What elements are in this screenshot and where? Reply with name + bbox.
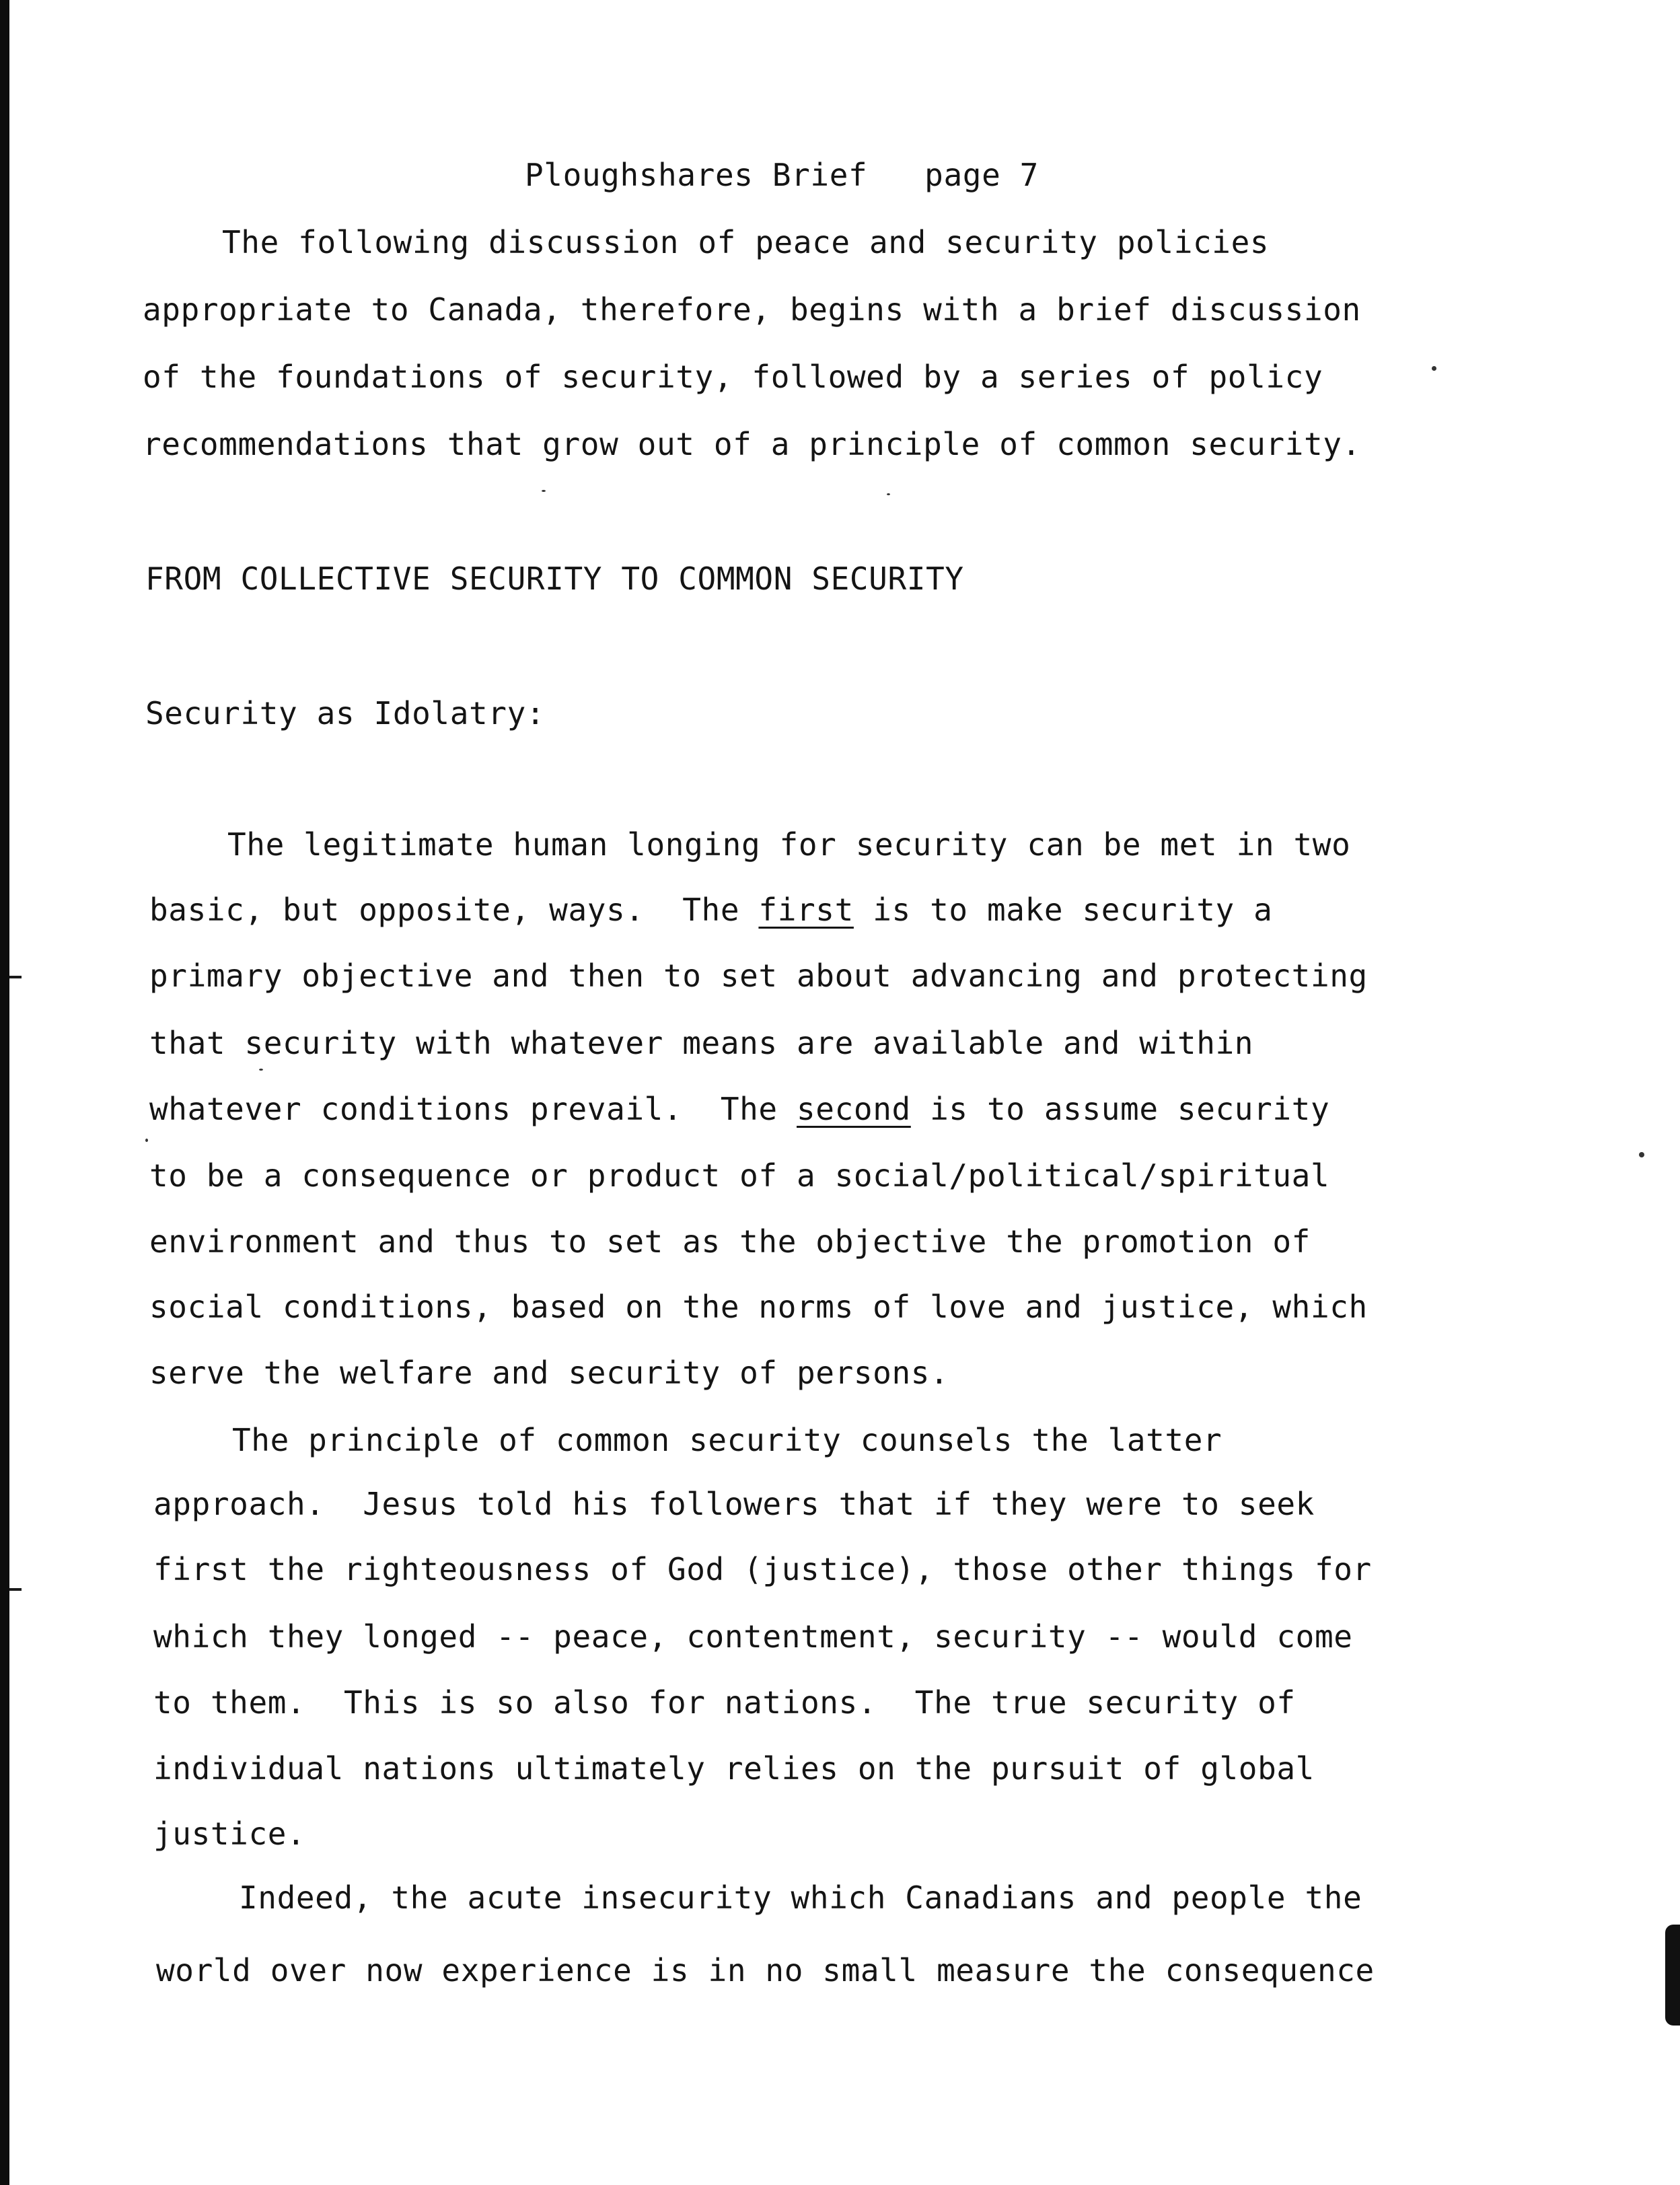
paragraph-line: that security with whatever means are available and within xyxy=(149,1025,1254,1061)
paragraph-line: to be a consequence or product of a social/political/spiritual xyxy=(149,1157,1330,1194)
paragraph-line: serve the welfare and security of persons. xyxy=(149,1355,949,1391)
subheading: Security as Idolatry: xyxy=(145,695,546,731)
scan-right-mark xyxy=(1665,1925,1680,2026)
page-header: Ploughshares Brief page 7 xyxy=(525,157,1039,193)
paragraph-line: primary objective and then to set about advancing and protecting xyxy=(149,958,1368,994)
paragraph-line: individual nations ultimately relies on the pursuit of global xyxy=(153,1750,1315,1787)
paragraph-line: world over now experience is in no small measure the consequence xyxy=(156,1952,1375,1989)
intro-line: of the foundations of security, followed by a series of policy xyxy=(143,359,1323,395)
text-run: is to assume security xyxy=(910,1091,1330,1127)
paragraph-line: The principle of common security counsels the latter xyxy=(232,1422,1222,1458)
scan-edge-tick xyxy=(9,1588,22,1591)
intro-line: The following discussion of peace and security policies xyxy=(222,224,1270,260)
paragraph-line xyxy=(149,1089,1329,1129)
paragraph-line: approach. Jesus told his followers that if they were to seek xyxy=(153,1486,1315,1522)
text-run: is to make security a xyxy=(853,892,1273,928)
paragraph-line: which they longed -- peace, contentment, security -- would come xyxy=(153,1618,1353,1655)
paragraph-line xyxy=(149,890,1272,930)
scan-edge-tick xyxy=(9,976,22,978)
paragraph-line: environment and thus to set as the objective the promotion of xyxy=(149,1223,1311,1260)
scan-speck xyxy=(1639,1152,1644,1157)
underlined-word: second xyxy=(797,1091,911,1127)
paragraph-line: The legitimate human longing for security can be met in two xyxy=(227,826,1351,863)
paragraph-line: social conditions, based on the norms of love and justice, which xyxy=(149,1289,1368,1325)
paragraph-line: Indeed, the acute insecurity which Canadians and people the xyxy=(239,1879,1362,1916)
scan-speck xyxy=(887,493,890,495)
text-run: basic, but opposite, ways. The xyxy=(149,892,759,928)
scan-speck xyxy=(145,1139,148,1142)
intro-line: appropriate to Canada, therefore, begins with a brief discussion xyxy=(143,291,1361,328)
intro-line: recommendations that grow out of a principle of common security. xyxy=(143,426,1361,462)
paragraph-line: first the righteousness of God (justice), those other things for xyxy=(153,1551,1372,1587)
scan-speck xyxy=(542,490,546,492)
paragraph-line: justice. xyxy=(153,1816,306,1852)
scan-speck xyxy=(259,1069,263,1071)
text-run: whatever conditions prevail. The xyxy=(149,1091,797,1127)
scan-left-edge xyxy=(0,0,9,2185)
paragraph-line: to them. This is so also for nations. The true security of xyxy=(153,1684,1296,1721)
scan-speck xyxy=(1432,366,1436,371)
underlined-word: first xyxy=(758,892,854,928)
section-heading: FROM COLLECTIVE SECURITY TO COMMON SECURITY xyxy=(145,561,964,597)
